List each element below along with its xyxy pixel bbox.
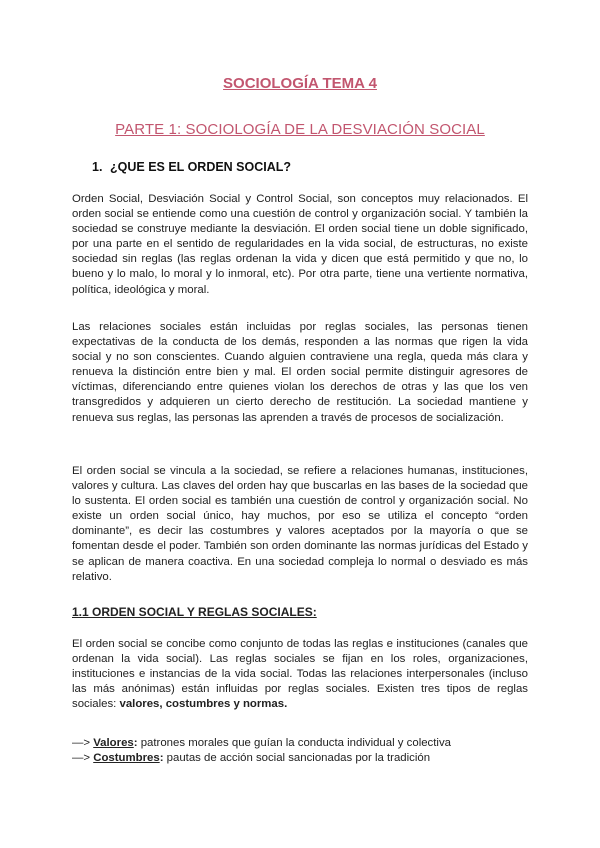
list-item: [72, 751, 528, 766]
paragraph-4-bold: valores, costumbres y normas.: [119, 698, 288, 711]
list-term: Valores: [93, 737, 134, 749]
list-definition: pautas de acción social sancionadas por la tradición: [163, 752, 431, 765]
section-heading-text: ¿QUE ES EL ORDEN SOCIAL?: [110, 160, 292, 174]
part-title: PARTE 1: SOCIOLOGÍA DE LA DESVIACIÓN SOCIAL: [115, 121, 485, 138]
paragraph-1: Orden Social, Desviación Social y Control Social, son conceptos muy relacionados. El orden social se entiende como una cuestión de control y organización social. Y también la sociedad se construye mediante la desviación. El orden social tiene un doble significado, por una parte en el sentido de regularidades en la vida social, de estructuras, no existe sociedad sin reglas (las reglas ordenan la vida y dicen que está permitido y que no, lo bueno y lo malo, lo moral y lo inmoral, etc). Por otra parte, tiene una vertiente normativa, política, ideológica y moral.: [72, 193, 528, 296]
list-colon: :: [133, 737, 138, 749]
list-term: Costumbres: [93, 752, 160, 765]
list-definition: patrones morales que guían la conducta individual y colectiva: [137, 737, 451, 749]
document-title: SOCIOLOGÍA TEMA 4: [223, 75, 377, 92]
rules-list: [72, 736, 528, 766]
list-arrow: —>: [72, 737, 94, 749]
list-item: [72, 736, 528, 751]
subsection-heading: 1.1 ORDEN SOCIAL Y REGLAS SOCIALES:: [72, 605, 317, 619]
section-number: 1.: [92, 160, 103, 174]
paragraph-4-text: El orden social se concibe como conjunto de todas las reglas e instituciones (canales que ordenan la vida social). Las reglas sociales se fijan en los roles, organizaciones, instituciones e instancias de la vida social. Todas las relaciones interpersonales (incluso las más anónimas) están influidas por reglas sociales. Existen tres tipos de reglas sociales:: [72, 638, 528, 711]
paragraph-3: El orden social se vincula a la sociedad, se refiere a relaciones humanas, instituciones, valores y cultura. Las claves del orden hay que buscarlas en las bases de la sociedad que lo sustenta. El orden social es también una cuestión de control y organización social. No existe un orden social único, hay muchos, por eso se utiliza el concepto “orden dominante”, es decir las costumbres y valores aceptados por la mayoría o que se fomentan desde el poder. También son orden dominante las normas jurídicas del Estado y se aplican de manera coactiva. En una sociedad compleja lo normal o desviado es más relativo.: [72, 465, 528, 583]
paragraph-4: [72, 637, 528, 712]
paragraph-2: Las relaciones sociales están incluidas por reglas sociales, las personas tienen expectativas de la conducta de los demás, responden a las normas que rigen la vida social y no son conscientes. Cuando alguien contraviene una regla, queda más clara y renueva la distinción entre bien y mal. El orden social permite distinguir agresores de víctimas, diferenciando entre quienes violan los derechos de otras y las que los ven transgredidos y adquieren un cierto derecho de restitución. La sociedad mantiene y renueva sus reglas, las personas las aprenden a través de procesos de socialización.: [72, 321, 528, 424]
list-arrow: —>: [72, 752, 94, 765]
section-heading: [92, 160, 291, 174]
list-colon: :: [159, 752, 164, 765]
